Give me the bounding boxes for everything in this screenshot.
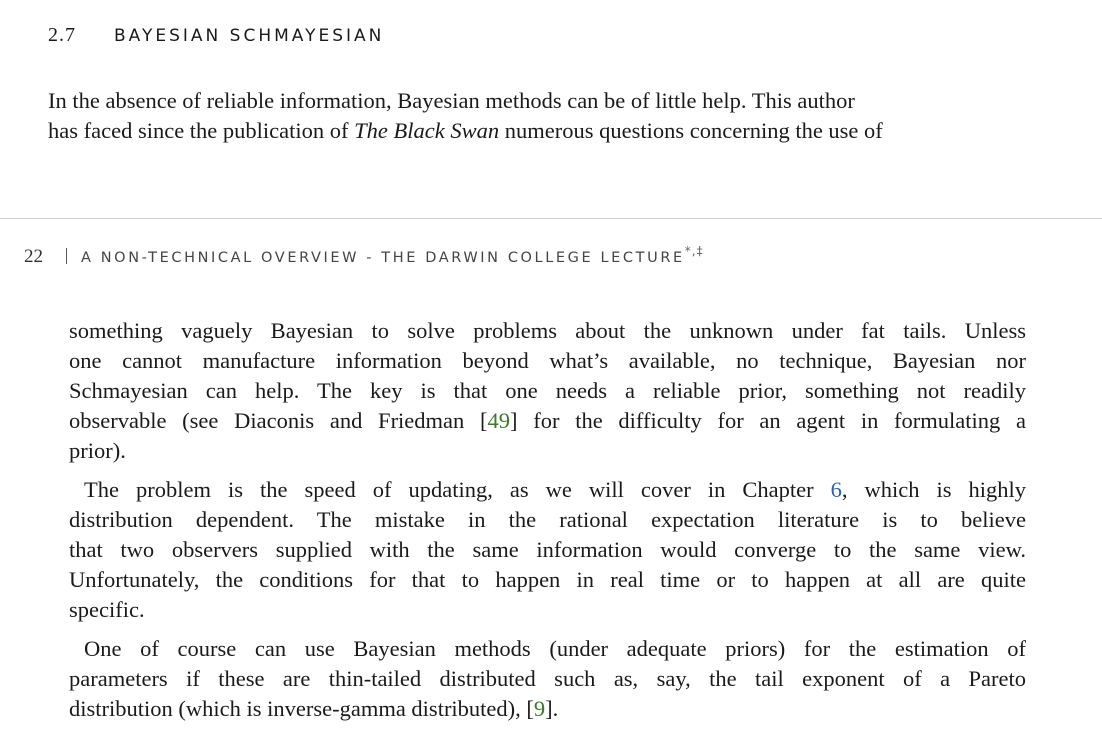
upper-paragraph — [48, 86, 1008, 146]
upper-paragraph-line: In the absence of reliable information, Bayesian methods can be of little help. This author — [48, 88, 855, 113]
paragraph-line — [69, 406, 1026, 436]
text-run: ]. — [545, 696, 559, 721]
text-run: , which is highly — [841, 477, 1026, 502]
paragraph-line: parameters if these are thin-tailed distributed such as, say, the tail exponent of a Pareto — [69, 666, 1026, 691]
paragraph-line — [69, 694, 1026, 724]
citation-link-9[interactable]: 9 — [533, 696, 546, 721]
paragraph-line: specific. — [69, 597, 145, 622]
paragraph-line: something vaguely Bayesian to solve problems about the unknown under fat tails. Unless — [69, 318, 1026, 343]
section-heading — [48, 24, 384, 47]
running-header-title: A NON-TECHNICAL OVERVIEW - THE DARWIN COLLEGE LECTURE — [81, 250, 685, 266]
paragraph-line: One of course can use Bayesian methods (under adequate priors) for the estimation of — [84, 636, 1026, 661]
paragraph-3 — [69, 634, 1026, 724]
paragraph-line: one cannot manufacture information beyond what’s available, no technique, Bayesian nor — [69, 348, 1026, 373]
paragraph-line: Unfortunately, the conditions for that to happen in real time or to happen at all are quite — [69, 567, 1026, 592]
paragraph-line: Schmayesian can help. The key is that one needs a reliable prior, something not readily — [69, 378, 1026, 403]
paragraph-line: that two observers supplied with the same information would converge to the same view. — [69, 537, 1026, 562]
running-header — [24, 244, 704, 268]
paragraph-line: distribution dependent. The mistake in the rational expectation literature is to believe — [69, 507, 1026, 532]
running-header-superscript: *,‡ — [684, 244, 704, 258]
text-run: The problem is the speed of updating, as we will cover in Chapter — [84, 477, 831, 502]
text-run: has faced since the publication of — [48, 118, 355, 143]
upper-paragraph-line — [48, 116, 1008, 146]
paragraph-line: prior). — [69, 438, 126, 463]
book-title-italic: The Black Swan — [354, 118, 500, 143]
section-title: BAYESIAN SCHMAYESIAN — [114, 26, 385, 46]
page-number: 22 — [24, 246, 43, 267]
text-run: observable (see Diaconis and Friedman [ — [69, 408, 488, 433]
paragraph-line — [69, 475, 1026, 505]
citation-link-49[interactable]: 49 — [487, 408, 511, 433]
section-number: 2.7 — [48, 24, 76, 46]
text-run: ] for the difficulty for an agent in formulating a — [510, 408, 1027, 433]
chapter-reference-link[interactable]: 6 — [830, 477, 842, 502]
text-run: numerous questions concerning the use of — [499, 118, 883, 143]
page-separator — [0, 218, 1102, 219]
text-run: distribution (which is inverse-gamma distributed), [ — [69, 696, 534, 721]
paragraph-1 — [69, 316, 1026, 466]
page-body — [69, 316, 1026, 733]
header-divider — [66, 248, 67, 264]
paragraph-2 — [69, 475, 1026, 625]
